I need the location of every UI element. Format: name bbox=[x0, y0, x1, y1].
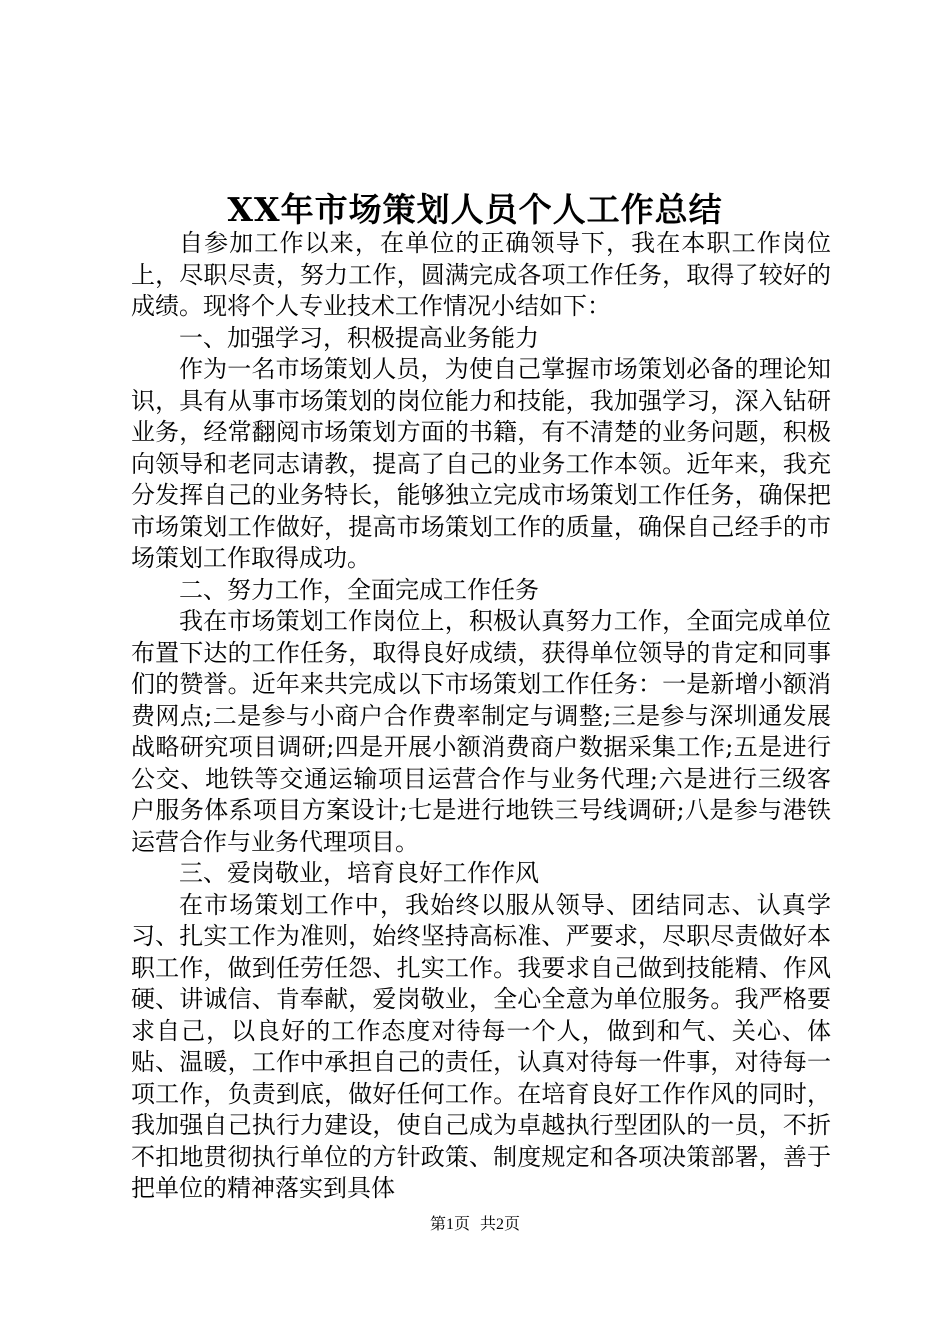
section-heading-1: 一、加强学习，积极提高业务能力 bbox=[179, 323, 539, 352]
section-heading-2: 二、努力工作，全面完成工作任务 bbox=[179, 575, 539, 604]
document-body bbox=[131, 228, 831, 1205]
section-heading-3: 三、爱岗敬业，培育良好工作作风 bbox=[179, 859, 539, 887]
paragraph-section-3: 在市场策划工作中，我始终以服从领导、团结同志、认真学习、扎实工作为准则，始终坚持高标准、严要求，尽职尽责做好本职工作，做到任劳任怨、扎实工作。我要求自己做到技能精、作风硬、讲诚信、肯奉献，爱岗敬业，全心全意为单位服务。我严格要求自己，以良好的工作态度对待每一个人，做到和气、关心、体贴、温暖，工作中承担自己的责任，认真对待每一件事，对待每一项工作，负责到底，做好任何工作。在培育良好工作作风的同时，我加强自己执行力建设，使自己成为卓越执行型团队的一员，不折不扣地贯彻执行单位的方针政策、制度规定和各项决策部署，善于把单位的精神落实到具体 bbox=[131, 890, 831, 1202]
page-number-current: 第1页 bbox=[429, 1216, 470, 1233]
paragraph-intro: 自参加工作以来，在单位的正确领导下，我在本职工作岗位上，尽职尽责，努力工作，圆满完成各项工作任务，取得了较好的成绩。现将个人专业技术工作情况小结如下： bbox=[131, 229, 831, 320]
page-number-total: 共2页 bbox=[480, 1216, 521, 1233]
page-footer bbox=[0, 1213, 950, 1237]
paragraph-section-2: 我在市场策划工作岗位上，积极认真努力工作，全面完成单位布置下达的工作任务，取得良好成绩，获得单位领导的肯定和同事们的赞誉。近年来共完成以下市场策划工作任务：一是新增小额消费网点;二是参与小商户合作费率制定与调整;三是参与深圳通发展战略研究项目调研;四是开展小额消费商户数据采集工作;五是进行公交、地铁等交通运输项目运营合作与业务代理;六是进行三级客户服务体系项目方案设计;七是进行地铁三号线调研;八是参与港铁运营合作与业务代理项目。 bbox=[131, 607, 831, 856]
paragraph-section-1: 作为一名市场策划人员，为使自己掌握市场策划必备的理论知识，具有从事市场策划的岗位能力和技能，我加强学习，深入钻研业务，经常翻阅市场策划方面的书籍，有不清楚的业务问题，积极向领导和老同志请教，提高了自己的业务工作本领。近年来，我充分发挥自己的业务特长，能够独立完成市场策划工作任务，确保把市场策划工作做好，提高市场策划工作的质量，确保自己经手的市场策划工作取得成功。 bbox=[131, 355, 831, 572]
document-title: XX年市场策划人员个人工作总结 bbox=[227, 190, 723, 229]
